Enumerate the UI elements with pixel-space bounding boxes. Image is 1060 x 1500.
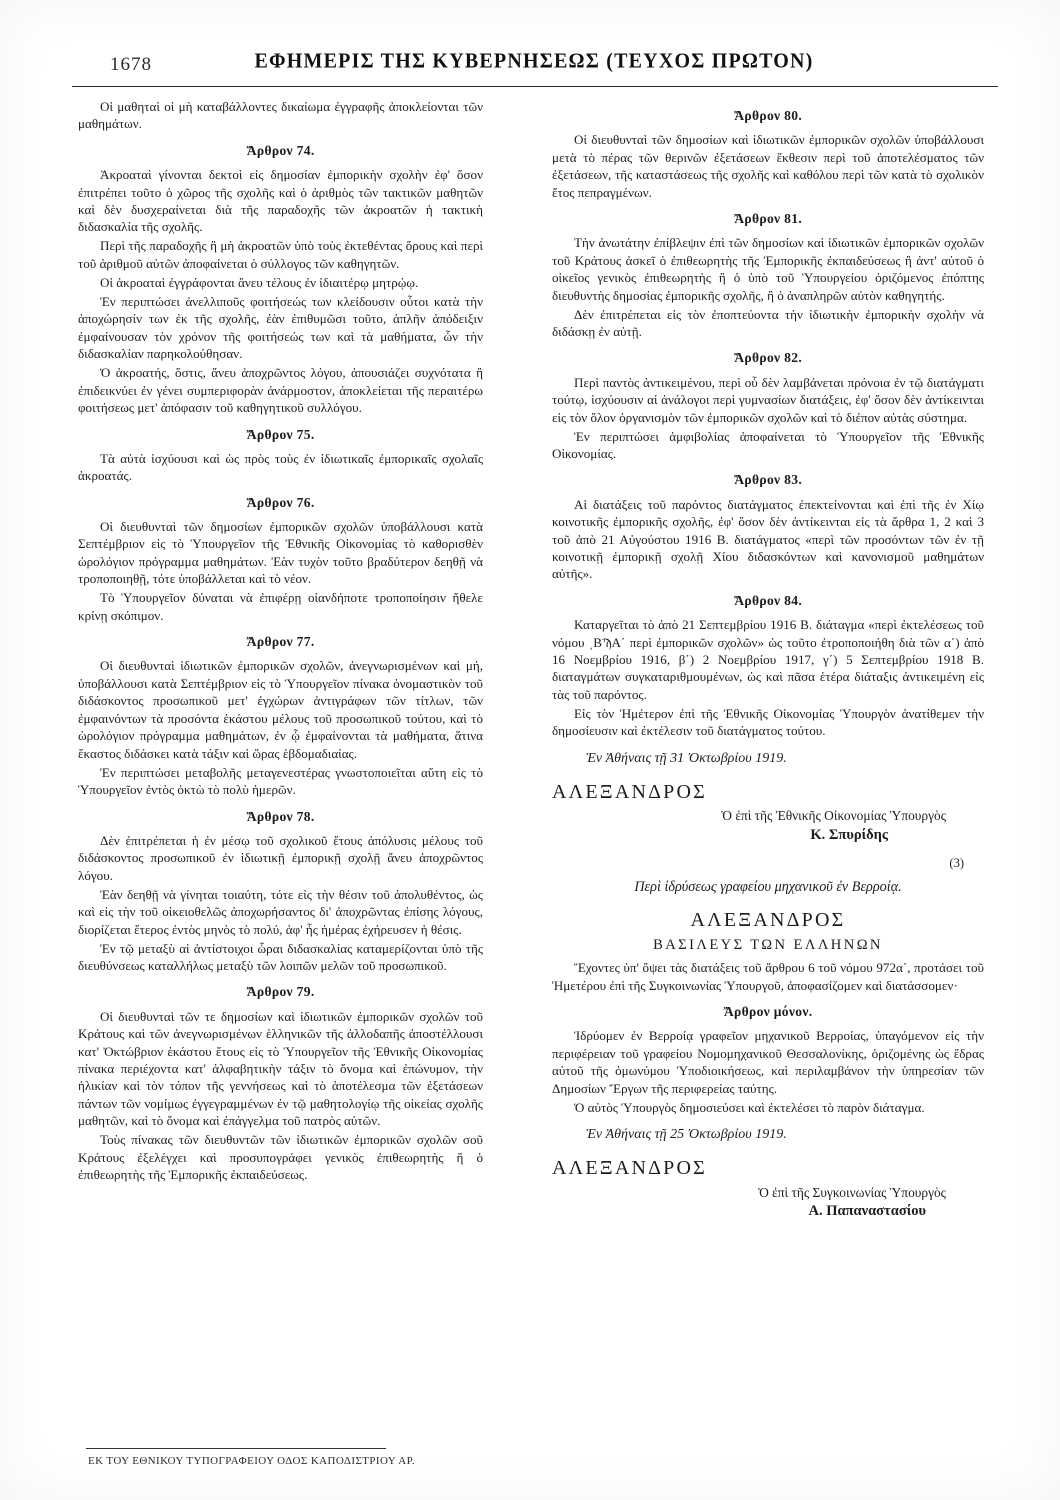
article-76-p1: Οἱ διευθυνταὶ τῶν δημοσίων ἐμπορικῶν σχολῶν ὑποβάλλουσι κατὰ Σεπτέμβριον εἰς τὸ Ὑπουργεῖον τῆς Ἐθνικῆς Οἰκονομίας τὸ καθορισθὲν ὡρολόγιον πρόγραμμα μαθημάτων. Ἐὰν τυχὸν τοῦτο βραδύτερον δεηθῇ νὰ τροποποιηθῇ, τότε ὑποβάλλεται καὶ τὸ νέον.: [78, 518, 483, 587]
article-78-p2: Ἐὰν δεηθῇ νὰ γίνηται τοιαύτη, τότε εἰς τὴν θέσιν τοῦ ἀπολυθέντος, ὡς καὶ εἰς τὴν τοῦ οἰκειοθελῶς ἀποχωρήσαντος δι' ἀποχρῶντας ἐπίσης λόγους, διορίζεται ἕτερος ἐντὸς μηνὸς τὸ πολύ, ἀφ' ἧς ἡμέρας ἐχήρευσεν ἡ θέσις.: [78, 886, 483, 937]
article-82-p1: Περὶ παντὸς ἀντικειμένου, περὶ οὗ δὲν λαμβάνεται πρόνοια ἐν τῷ διατάγματι τούτῳ, ἰσχύουσιν αἱ ἀνάλογοι περὶ γυμνασίων διατάξεις, ἐφ' ὅσον δὲν ἀντίκεινται εἰς τὸν ὅλον ὀργανισμὸν τῶν ἐμπορικῶν σχολῶν καὶ τὸ διέπον αὐτὰς σύστημα.: [552, 374, 984, 425]
minister-name-2: Α. Παπαναστασίου: [808, 1203, 926, 1220]
article-heading-76: Ἄρθρον 76.: [246, 494, 315, 510]
article-84-p1: Καταργεῖται τὸ ἀπὸ 21 Σεπτεμβρίου 1916 Β. διάταγμα «περὶ ἐκτελέσεως τοῦ νόμου ͵ΒϠΑ΄ περὶ ἐμπορικῶν σχολῶν» ὡς τοῦτο ἐτροποποιήθη διὰ τῶν α΄) ἀπὸ 16 Νοεμβρίου 1916, β΄) 2 Νοεμβρίου 1917, γ΄) 5 Σεπτεμβρίου 1918 Β. διαταγμάτων συγκαταριθμουμένων, ὡς καὶ πᾶσα ἑτέρα διάταξις ἀντικειμένη εἰς τὰς τοῦ παρόντος.: [552, 617, 984, 702]
royal-heading-2: ΑΛΕΞΑΝΔΡΟΣ: [690, 909, 846, 932]
article-74-p1: Ἀκροαταὶ γίνονται δεκτοὶ εἰς δημοσίαν ἐμπορικὴν σχολὴν ἐφ' ὅσον ἐπιτρέπει τοῦτο ὁ χῶρος τῆς σχολῆς καὶ ὁ ἀριθμὸς τῶν τακτικῶν μαθητῶν καὶ δὲν δυσχεραίνεται διὰ τῆς παραδοχῆς τῶν ἀκροατῶν ἡ τακτικὴ διδασκαλία τῆς σχολῆς.: [78, 167, 483, 235]
article-heading-74: Ἄρθρον 74.: [246, 142, 315, 158]
article-heading-82: Ἄρθρον 82.: [733, 350, 803, 366]
article-79-p2: Τοὺς πίνακας τῶν διευθυντῶν τῶν ἰδιωτικῶν ἐμπορικῶν σχολῶν σοῦ Κράτους ἐξελέγχει καὶ προσυπογράφει γενικὸς ἐπιθεωρητὴς ἢ ὁ ἐπιθεωρητὴς τῆς Ἐμπορικῆς ἐκπαιδεύσεως.: [78, 1132, 483, 1183]
signature-place-date-2: Ἐν Ἀθήναις τῇ 25 Ὀκτωβρίου 1919.: [586, 1127, 787, 1143]
article-80-p1: Οἱ διευθυνταὶ τῶν δημοσίων καὶ ἰδιωτικῶν ἐμπορικῶν σχολῶν ὑποβάλλουσι μετὰ τὸ πέρας τῶν θερινῶν ἐξετάσεων ἔκθεσιν περὶ τοῦ ἀποτελέσματος τῶν ἐξετάσεων, τῆς καταστάσεως τῆς σχολῆς καὶ καθόλου περὶ τῶν κατὰ τὸ σχολικὸν ἔτος πεπραγμένων.: [552, 132, 984, 200]
page-number: 1678: [110, 54, 152, 75]
article-heading-83: Ἄρθρον 83.: [733, 472, 803, 488]
royal-signature-1: ΑΛΕΞΑΝΔΡΟΣ: [552, 780, 707, 803]
minister-name-1: Κ. Σπυρίδης: [810, 827, 888, 844]
printer-imprint: ΕΚ ΤΟΥ ΕΘΝΙΚΟΥ ΤΥΠΟΓΡΑΦΕΙΟΥ ΟΔΟΣ ΚΑΠΟΔΙΣΤΡΙΟΥ ΑΡ.: [88, 1455, 416, 1467]
article-78-p1: Δὲν ἐπιτρέπεται ἡ ἐν μέσῳ τοῦ σχολικοῦ ἔτους ἀπόλυσις μέλους τοῦ διδάσκοντος προσωπικοῦ ἐν ἰδιωτικῇ ἐμπορικῇ σχολῇ ἄνευ ἀποχρῶντος λόγου.: [78, 832, 483, 883]
right-column: [552, 98, 984, 1222]
decree-body-1: Ἱδρύομεν ἐν Βερροίᾳ γραφεῖον μηχανικοῦ Βερροίας, ὑπαγόμενον εἰς τὴν περιφέρειαν τοῦ γραφείου Νομομηχανικοῦ Θεσσαλονίκης, ὁριζομένης ὡς ἕδρας αὐτοῦ τῆς ὁμωνύμου Ὑποδιοικήσεως, καὶ περιλαμβάνον τὴν ὑπηρεσίαν τῶν Δημοσίων Ἔργων τῆς περιφερείας ταύτης.: [552, 1028, 984, 1096]
article-heading-75: Ἄρθρον 75.: [246, 426, 315, 442]
footer-divider: [86, 1448, 386, 1449]
article-heading-sole: Ἄρθρον μόνον.: [723, 1004, 813, 1020]
decree-number: (3): [949, 856, 964, 871]
minister-role-1: Ὁ ἐπὶ τῆς Ἐθνικῆς Οἰκονομίας Ὑπουργὸς: [721, 808, 946, 824]
decree-preamble: Ἔχοντες ὑπ' ὄψει τὰς διατάξεις τοῦ ἄρθρου 6 τοῦ νόμου 972α΄, προτάσει τοῦ Ἡμετέρου ἐπὶ τῆς Συγκοινωνίας Ὑπουργοῦ, ἀποφασίζομεν καὶ διατάσσομεν·: [552, 960, 984, 993]
article-81-p1: Τὴν ἀνωτάτην ἐπίβλεψιν ἐπὶ τῶν δημοσίων καὶ ἰδιωτικῶν ἐμπορικῶν σχολῶν τοῦ Κράτους ἀσκεῖ ὁ ἐπιθεωρητὴς τῆς Ἐμπορικῆς ἐκπαιδεύσεως ἢ ἀντ' αὐτοῦ ὁ οἰκεῖος γενικὸς ἐπιθεωρητὴς ἢ ὁ ὑπὸ τοῦ Ὑπουργείου ὁριζόμενος ἐπόπτης διευθυντὴς δημοσίας ἐμπορικῆς σχολῆς, ἢ ὁ ἀναπληρῶν αὐτὸν καθηγητής.: [552, 235, 984, 303]
decree-body-2: Ὁ αὐτὸς Ὑπουργὸς δημοσιεύσει καὶ ἐκτελέσει τὸ παρὸν διάταγμα.: [574, 1099, 925, 1115]
article-77-p2: Ἐν περιπτώσει μεταβολῆς μεταγενεστέρας γνωστοποιεῖται αὕτη εἰς τὸ Ὑπουργεῖον ἐντὸς ὀκτὼ τὸ πολὺ ἡμερῶν.: [78, 764, 483, 798]
article-75-p1: Τὰ αὐτὰ ἰσχύουσι καὶ ὡς πρὸς τοὺς ἐν ἰδιωτικαῖς ἐμπορικαῖς σχολαῖς ἀκροατάς.: [78, 450, 483, 484]
article-77-p1: Οἱ διευθυνταὶ ἰδιωτικῶν ἐμπορικῶν σχολῶν, ἀνεγνωρισμένων καὶ μή, ὑποβάλλουσι κατὰ Σεπτέμβριον εἰς τὸ Ὑπουργεῖον πίνακα ὀνομαστικὸν τοῦ διδάσκοντος προσωπικοῦ μετ' ἐγχώρων ἀντιγράφων τῶν τίτλων, τῶν ἐμφαινόντων τὰ προσόντα ἑκάστου μέλους τοῦ προσωπικοῦ τούτου, καὶ τὸ ὡρολόγιον πρόγραμμα μαθημάτων, ἐν ᾧ ἐμφαίνονται τὰ μαθήματα, ἅτινα ἕκαστος διδάσκει κατὰ τάξιν καὶ ὥρας ἑβδομαδιαίας.: [78, 658, 483, 761]
article-74-p5: Ὁ ἀκροατής, ὅστις, ἄνευ ἀποχρῶντος λόγου, ἀπουσιάζει συχνότατα ἢ ἐπιδεικνύει ἐν γένει συμπεριφορὰν ἀνάρμοστον, ἀποκλείεται τῆς περαιτέρω φοιτήσεως μετ' ἀπόφασιν τοῦ καθηγητικοῦ συλλόγου.: [78, 365, 483, 416]
article-74-p3: Οἱ ἀκροαταὶ ἐγγράφονται ἄνευ τέλους ἐν ἰδιαιτέρῳ μητρῴῳ.: [100, 274, 419, 290]
article-74-p4: Ἐν περιπτώσει ἀνελλιποῦς φοιτήσεώς των κλείδουσιν οὗτοι κατὰ τὴν ἀποχώρησίν των ἐκ τῆς σχολῆς, ἐὰν ἐπιθυμῶσι τοῦτο, ἁπλῆν ἀπόδειξιν ἐμφαίνουσαν τὸν χρόνον τῆς φοιτήσεώς των καὶ τὰ μαθήματα, ὧν τὴν διδασκαλίαν παρηκολούθησαν.: [78, 293, 483, 362]
article-heading-80: Ἄρθρον 80.: [733, 108, 803, 123]
royal-subtitle-2: ΒΑΣΙΛΕΥΣ ΤΩΝ ΕΛΛΗΝΩΝ: [653, 936, 883, 953]
article-79-p1: Οἱ διευθυνταὶ τῶν τε δημοσίων καὶ ἰδιωτικῶν ἐμπορικῶν σχολῶν τοῦ Κράτους καὶ τῶν ἀνεγνωρισμένων ἑλληνικῶν τῆς ἀλλοδαπῆς ἀποστέλλουσι κατ' Ὀκτώβριον ἑκάστου ἔτους εἰς τὸ Ὑπουργεῖον τῆς Ἐθνικῆς Οἰκονομίας πίνακα περιέχοντα κατ' ἀλφαβητικὴν τάξιν τὸ ὄνομα καὶ ἐπώνυμον, τὴν ἡλικίαν καὶ τὸν τόπον τῆς γεννήσεως καὶ τὸ ἀποτέλεσμα τῶν ἐξετάσεων πάντων τῶν νομίμως ἐγγεγραμμένων ἐν τῷ μαθητολογίῳ τῆς οἰκείας σχολῆς μαθητῶν, καὶ τὸ ὄνομα καὶ ἐπάγγελμα τοῦ πατρὸς αὐτῶν.: [78, 1008, 483, 1129]
page-masthead: [70, 46, 998, 80]
article-83-p1: Αἱ διατάξεις τοῦ παρόντος διατάγματος ἐπεκτείνονται καὶ ἐπὶ τῆς ἐν Χίῳ κοινοτικῆς ἐμπορικῆς σχολῆς, ἐφ' ὅσον δὲν ἀντίκεινται εἰς τὰ ἄρθρα 1, 2 καὶ 3 τοῦ ἀπὸ 21 Αὐγούστου 1916 Β. διατάγματος «περὶ τῶν προσόντων τῶν ἐν τῇ κοινοτικῇ ἐμπορικῇ σχολῇ Χίου διδασκόντων καὶ κανονισμοῦ μαθημάτων αὐτῆς».: [552, 496, 984, 582]
royal-signature-2: ΑΛΕΞΑΝΔΡΟΣ: [552, 1156, 707, 1179]
article-76-p2: Τὸ Ὑπουργεῖον δύναται νὰ ἐπιφέρῃ οἱανδήποτε τροποποίησιν ἤθελε κρίνῃ σκόπιμον.: [78, 590, 483, 623]
minister-role-2: Ὁ ἐπὶ τῆς Συγκοινωνίας Ὑπουργὸς: [758, 1184, 946, 1200]
article-heading-79: Ἄρθρον 79.: [246, 984, 315, 1000]
signature-place-date-1: Ἐν Ἀθήναις τῇ 31 Ὀκτωβρίου 1919.: [586, 750, 787, 766]
left-column: [78, 98, 483, 1185]
intro-paragraph: Οἱ μαθηταὶ οἱ μὴ καταβάλλοντες δικαίωμα ἐγγραφῆς ἀποκλείονται τῶν μαθημάτων.: [78, 99, 483, 132]
gazette-title: ΕΦΗΜΕΡΙΣ ΤΗΣ ΚΥΒΕΡΝΗΣΕΩΣ (ΤΕΥΧΟΣ ΠΡΩΤΟΝ): [254, 49, 814, 73]
decree-title: Περὶ ἱδρύσεως γραφείου μηχανικοῦ ἐν Βερροίᾳ.: [634, 879, 902, 896]
article-heading-77: Ἄρθρον 77.: [246, 634, 315, 650]
article-heading-84: Ἄρθρον 84.: [733, 592, 803, 608]
article-81-p2: Δὲν ἐπιτρέπεται εἰς τὸν ἐποπτεύοντα τὴν ἰδιωτικὴν ἐμπορικὴν σχολὴν νὰ διδάσκῃ ἐν αὐτῇ.: [552, 306, 984, 339]
article-74-p2: Περὶ τῆς παραδοχῆς ἢ μὴ ἀκροατῶν ὑπὸ τοὺς ἐκτεθέντας ὅρους καὶ περὶ τοῦ ἀριθμοῦ αὐτῶν ἀποφαίνεται ὁ σύλλογος τῶν καθηγητῶν.: [78, 238, 483, 271]
article-84-p2: Εἰς τὸν Ἡμέτερον ἐπὶ τῆς Ἐθνικῆς Οἰκονομίας Ὑπουργὸν ἀνατίθεμεν τὴν δημοσίευσιν καὶ ἐκτέλεσιν τοῦ διατάγματος τούτου.: [552, 705, 984, 739]
article-78-p3: Ἐν τῷ μεταξὺ αἱ ἀντίστοιχοι ὧραι διδασκαλίας καταμερίζονται ὑπὸ τῆς διευθύνσεως καταλλήλως μεταξὺ τῶν λοιπῶν μελῶν τοῦ προσωπικοῦ.: [78, 940, 483, 973]
article-heading-81: Ἄρθρον 81.: [733, 211, 803, 227]
article-heading-78: Ἄρθρον 78.: [246, 808, 315, 824]
header-divider: [72, 86, 998, 87]
article-82-p2: Ἐν περιπτώσει ἀμφιβολίας ἀποφαίνεται τὸ Ὑπουργεῖον τῆς Ἐθνικῆς Οἰκονομίας.: [552, 428, 984, 461]
